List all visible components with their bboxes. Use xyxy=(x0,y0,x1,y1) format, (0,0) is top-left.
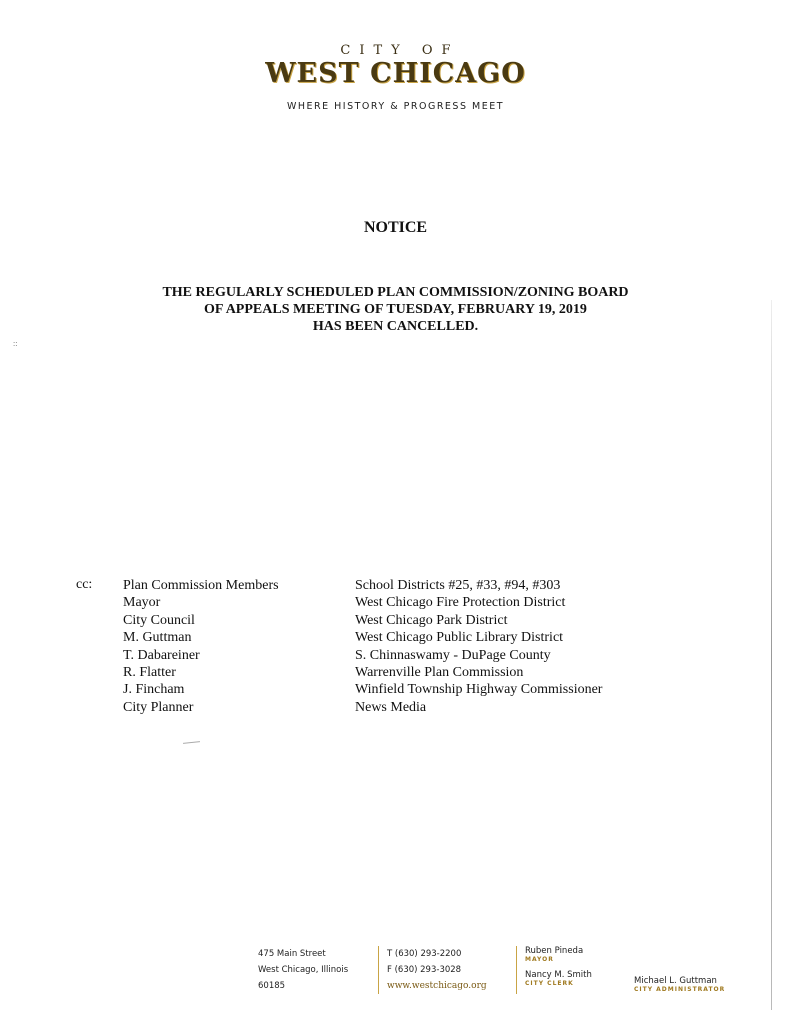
address-line: 60185 xyxy=(258,981,286,991)
logo-city-of: CITY OF xyxy=(340,43,460,58)
cc-label: cc: xyxy=(76,577,93,592)
cc-list-right xyxy=(355,577,602,716)
official-name: Ruben Pineda xyxy=(525,946,584,956)
cc-recipient: T. Dabareiner xyxy=(123,647,200,663)
cc-recipient: West Chicago Fire Protection District xyxy=(355,595,566,611)
official-title: CITY ADMINISTRATOR xyxy=(634,986,726,993)
cc-recipient: Warrenville Plan Commission xyxy=(355,665,524,681)
announcement-line: HAS BEEN CANCELLED. xyxy=(312,319,479,334)
footer-administrator xyxy=(634,976,725,1000)
cc-recipient: School Districts #25, #33, #94, #303 xyxy=(355,578,561,593)
scan-edge-line xyxy=(771,300,772,1010)
footer-address xyxy=(258,946,348,994)
pen-mark xyxy=(183,741,200,744)
cc-recipient: City Planner xyxy=(123,699,194,715)
cc-recipient: West Chicago Public Library District xyxy=(355,630,564,646)
city-logo xyxy=(0,44,791,112)
logo-tagline: WHERE HISTORY & PROGRESS MEET xyxy=(286,101,505,112)
notice-title: NOTICE xyxy=(363,219,428,236)
cc-recipient: R. Flatter xyxy=(123,665,176,681)
cc-recipient: Mayor xyxy=(123,595,161,611)
official-name: Nancy M. Smith xyxy=(525,970,592,980)
official-name: Michael L. Guttman xyxy=(634,976,717,986)
official-title: MAYOR xyxy=(525,956,554,963)
scan-speck: :: xyxy=(13,339,18,348)
address-line: West Chicago, Illinois xyxy=(258,965,349,975)
cc-recipient: News Media xyxy=(355,699,427,715)
cc-recipient: M. Guttman xyxy=(123,630,192,646)
cc-recipient: Plan Commission Members xyxy=(123,578,279,593)
website-link[interactable]: www.westchicago.org xyxy=(387,981,487,991)
phone-number: T (630) 293-2200 xyxy=(387,949,462,959)
cc-recipient: J. Fincham xyxy=(123,682,185,698)
cc-recipient: West Chicago Park District xyxy=(355,612,508,628)
cc-list-left xyxy=(123,577,279,716)
official-title: CITY CLERK xyxy=(525,980,574,987)
footer-officials xyxy=(516,946,592,994)
cc-recipient: Winfield Township Highway Commissioner xyxy=(355,682,603,698)
footer-contact xyxy=(378,946,487,994)
cc-recipient: S. Chinnaswamy - DuPage County xyxy=(355,647,551,663)
cancellation-announcement xyxy=(0,284,791,335)
logo-city-name: WEST CHICAGO xyxy=(265,58,526,89)
fax-number: F (630) 293-3028 xyxy=(387,965,462,975)
announcement-line: THE REGULARLY SCHEDULED PLAN COMMISSION/ZONING BOARD xyxy=(162,285,629,300)
address-line: 475 Main Street xyxy=(258,949,326,959)
cc-recipient: City Council xyxy=(123,612,195,628)
announcement-line: OF APPEALS MEETING OF TUESDAY, FEBRUARY 19, 2019 xyxy=(204,302,587,317)
